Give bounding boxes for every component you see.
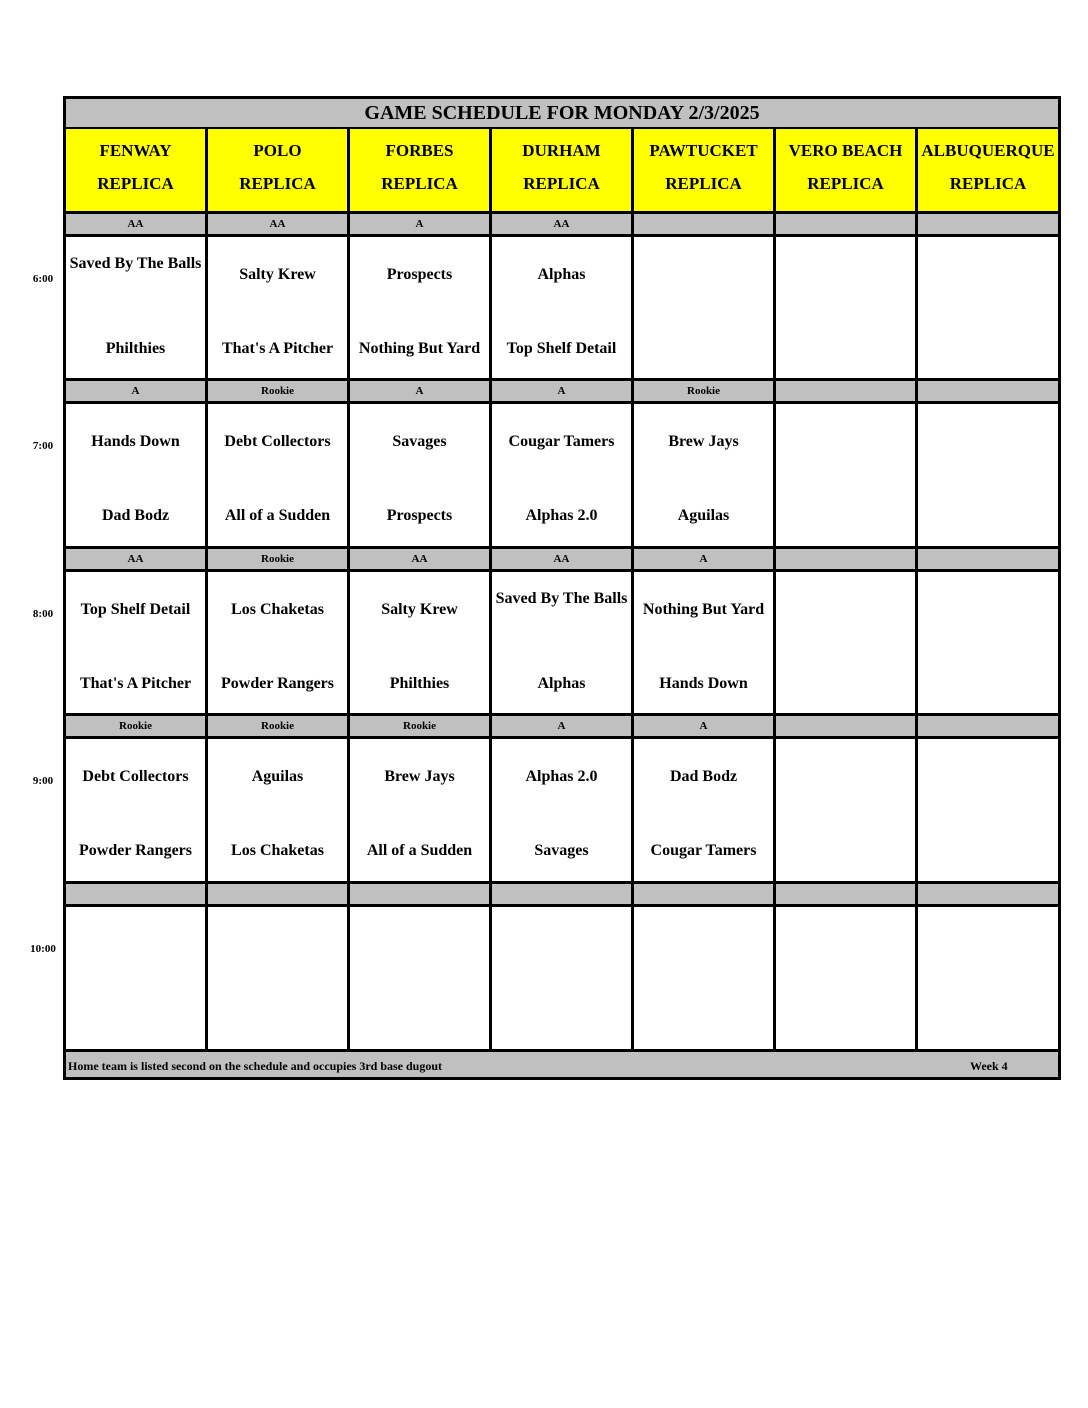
away-team: Hands Down xyxy=(91,433,180,450)
game-cell xyxy=(492,739,634,883)
home-team: That's A Pitcher xyxy=(79,675,192,692)
venue-header xyxy=(66,129,208,211)
away-team: Alphas 2.0 xyxy=(525,768,598,785)
time-label: 9:00 xyxy=(32,775,54,787)
away-team: Salty Krew xyxy=(381,601,458,618)
venue-name: FENWAY xyxy=(99,141,172,160)
level-label xyxy=(66,884,208,904)
game-cell xyxy=(66,237,208,381)
level-label xyxy=(776,716,918,736)
game-cell xyxy=(634,237,776,381)
game-cell xyxy=(350,237,492,381)
level-label: A xyxy=(492,381,634,401)
away-team: Savages xyxy=(392,433,447,450)
level-label xyxy=(918,549,1058,569)
game-cell xyxy=(918,907,1058,1051)
away-team: Aguilas xyxy=(251,768,304,785)
game-cell xyxy=(208,572,350,716)
venue-header xyxy=(918,129,1058,211)
venue-name: VERO BEACH xyxy=(788,141,903,160)
game-cell xyxy=(776,404,918,548)
level-row xyxy=(66,211,1058,237)
level-label: A xyxy=(492,716,634,736)
level-label: AA xyxy=(492,214,634,234)
game-cell xyxy=(918,404,1058,548)
level-label xyxy=(776,884,918,904)
footer-bar xyxy=(66,1049,1058,1077)
home-team: Dad Bodz xyxy=(101,507,170,524)
game-cell xyxy=(776,907,918,1051)
level-label: Rookie xyxy=(208,549,350,569)
game-cell xyxy=(66,572,208,716)
away-team: Cougar Tamers xyxy=(508,433,615,450)
venue-header xyxy=(776,129,918,211)
away-team: Nothing But Yard xyxy=(642,601,765,618)
level-label: A xyxy=(350,214,492,234)
level-label xyxy=(918,214,1058,234)
home-team: Savages xyxy=(534,842,589,859)
level-label xyxy=(492,884,634,904)
level-row xyxy=(66,378,1058,404)
away-team: Top Shelf Detail xyxy=(80,601,191,618)
level-label xyxy=(350,884,492,904)
home-team: Powder Rangers xyxy=(78,842,193,859)
venue-name: DURHAM xyxy=(522,141,601,160)
level-label xyxy=(918,884,1058,904)
level-row xyxy=(66,713,1058,739)
home-team: Top Shelf Detail xyxy=(506,340,617,357)
home-team: Powder Rangers xyxy=(220,675,335,692)
away-team: Brew Jays xyxy=(384,768,455,785)
away-team: Dad Bodz xyxy=(669,768,738,785)
schedule-sheet xyxy=(63,96,1061,1080)
home-team: Philthies xyxy=(105,340,166,357)
game-cell xyxy=(918,572,1058,716)
home-team: Philthies xyxy=(389,675,450,692)
venue-subtitle: REPLICA xyxy=(807,174,884,193)
level-label: Rookie xyxy=(350,716,492,736)
venue-subtitle: REPLICA xyxy=(239,174,316,193)
home-team: All of a Sudden xyxy=(224,507,331,524)
game-cell xyxy=(492,237,634,381)
level-label: A xyxy=(350,381,492,401)
venue-name: ALBUQUERQUE xyxy=(921,141,1055,160)
venue-header xyxy=(634,129,776,211)
level-label xyxy=(776,549,918,569)
game-cell xyxy=(66,404,208,548)
level-label xyxy=(208,884,350,904)
venue-name: POLO xyxy=(253,141,302,160)
game-cell xyxy=(66,907,208,1051)
time-label: 7:00 xyxy=(32,440,54,452)
level-label: A xyxy=(66,381,208,401)
level-label: Rookie xyxy=(66,716,208,736)
game-cell xyxy=(350,907,492,1051)
home-team: Aguilas xyxy=(677,507,730,524)
game-cell xyxy=(776,237,918,381)
home-team: Alphas 2.0 xyxy=(525,507,598,524)
game-cell xyxy=(634,572,776,716)
home-team: That's A Pitcher xyxy=(221,340,334,357)
away-team: Los Chaketas xyxy=(231,601,324,618)
level-label: AA xyxy=(492,549,634,569)
game-cell xyxy=(918,739,1058,883)
level-label: Rookie xyxy=(634,381,776,401)
game-cell xyxy=(634,404,776,548)
home-team: Prospects xyxy=(386,507,453,524)
venue-header xyxy=(208,129,350,211)
level-label: A xyxy=(634,716,776,736)
venue-subtitle: REPLICA xyxy=(665,174,742,193)
home-team: Hands Down xyxy=(659,675,748,692)
level-label xyxy=(918,716,1058,736)
time-label: 8:00 xyxy=(32,608,54,620)
time-label: 6:00 xyxy=(32,273,54,285)
time-label: 10:00 xyxy=(30,943,56,955)
venue-subtitle: REPLICA xyxy=(523,174,600,193)
level-label xyxy=(918,381,1058,401)
home-team: All of a Sudden xyxy=(366,842,473,859)
level-label: AA xyxy=(208,214,350,234)
venue-name: FORBES xyxy=(385,141,454,160)
game-cell xyxy=(776,739,918,883)
venue-subtitle: REPLICA xyxy=(97,174,174,193)
venue-subtitle: REPLICA xyxy=(381,174,458,193)
venue-header xyxy=(350,129,492,211)
away-team: Saved By The Balls xyxy=(69,255,202,272)
away-team: Debt Collectors xyxy=(82,768,189,785)
footer-note: Home team is listed second on the schedule and occupies 3rd base dugout xyxy=(68,1059,443,1073)
game-cell xyxy=(350,572,492,716)
game-cell xyxy=(208,237,350,381)
away-team: Saved By The Balls xyxy=(495,590,628,607)
home-team: Nothing But Yard xyxy=(358,340,481,357)
away-team: Brew Jays xyxy=(668,433,739,450)
away-team: Alphas xyxy=(537,266,586,283)
week-label: Week 4 xyxy=(970,1059,1008,1073)
home-team: Alphas xyxy=(537,675,586,692)
level-label: AA xyxy=(350,549,492,569)
level-label xyxy=(634,884,776,904)
level-label: A xyxy=(634,549,776,569)
level-label: Rookie xyxy=(208,716,350,736)
away-team: Salty Krew xyxy=(239,266,316,283)
level-label: AA xyxy=(66,549,208,569)
level-label xyxy=(776,214,918,234)
game-cell xyxy=(634,907,776,1051)
game-cell xyxy=(918,237,1058,381)
level-label xyxy=(776,381,918,401)
game-cell xyxy=(66,739,208,883)
game-cell xyxy=(208,907,350,1051)
game-cell xyxy=(208,739,350,883)
game-cell xyxy=(350,404,492,548)
venue-name: PAWTUCKET xyxy=(649,141,758,160)
game-cell xyxy=(350,739,492,883)
level-label: Rookie xyxy=(208,381,350,401)
game-cell xyxy=(208,404,350,548)
game-cell xyxy=(492,572,634,716)
venue-header xyxy=(492,129,634,211)
level-row xyxy=(66,546,1058,572)
game-cell xyxy=(634,739,776,883)
game-cell xyxy=(492,404,634,548)
level-label xyxy=(634,214,776,234)
home-team: Cougar Tamers xyxy=(650,842,757,859)
schedule-title: GAME SCHEDULE FOR MONDAY 2/3/2025 xyxy=(66,99,1058,129)
level-row xyxy=(66,881,1058,907)
game-cell xyxy=(776,572,918,716)
away-team: Prospects xyxy=(386,266,453,283)
venue-subtitle: REPLICA xyxy=(949,174,1027,193)
game-cell xyxy=(492,907,634,1051)
home-team: Los Chaketas xyxy=(231,842,324,859)
away-team: Debt Collectors xyxy=(224,433,331,450)
level-label: AA xyxy=(66,214,208,234)
